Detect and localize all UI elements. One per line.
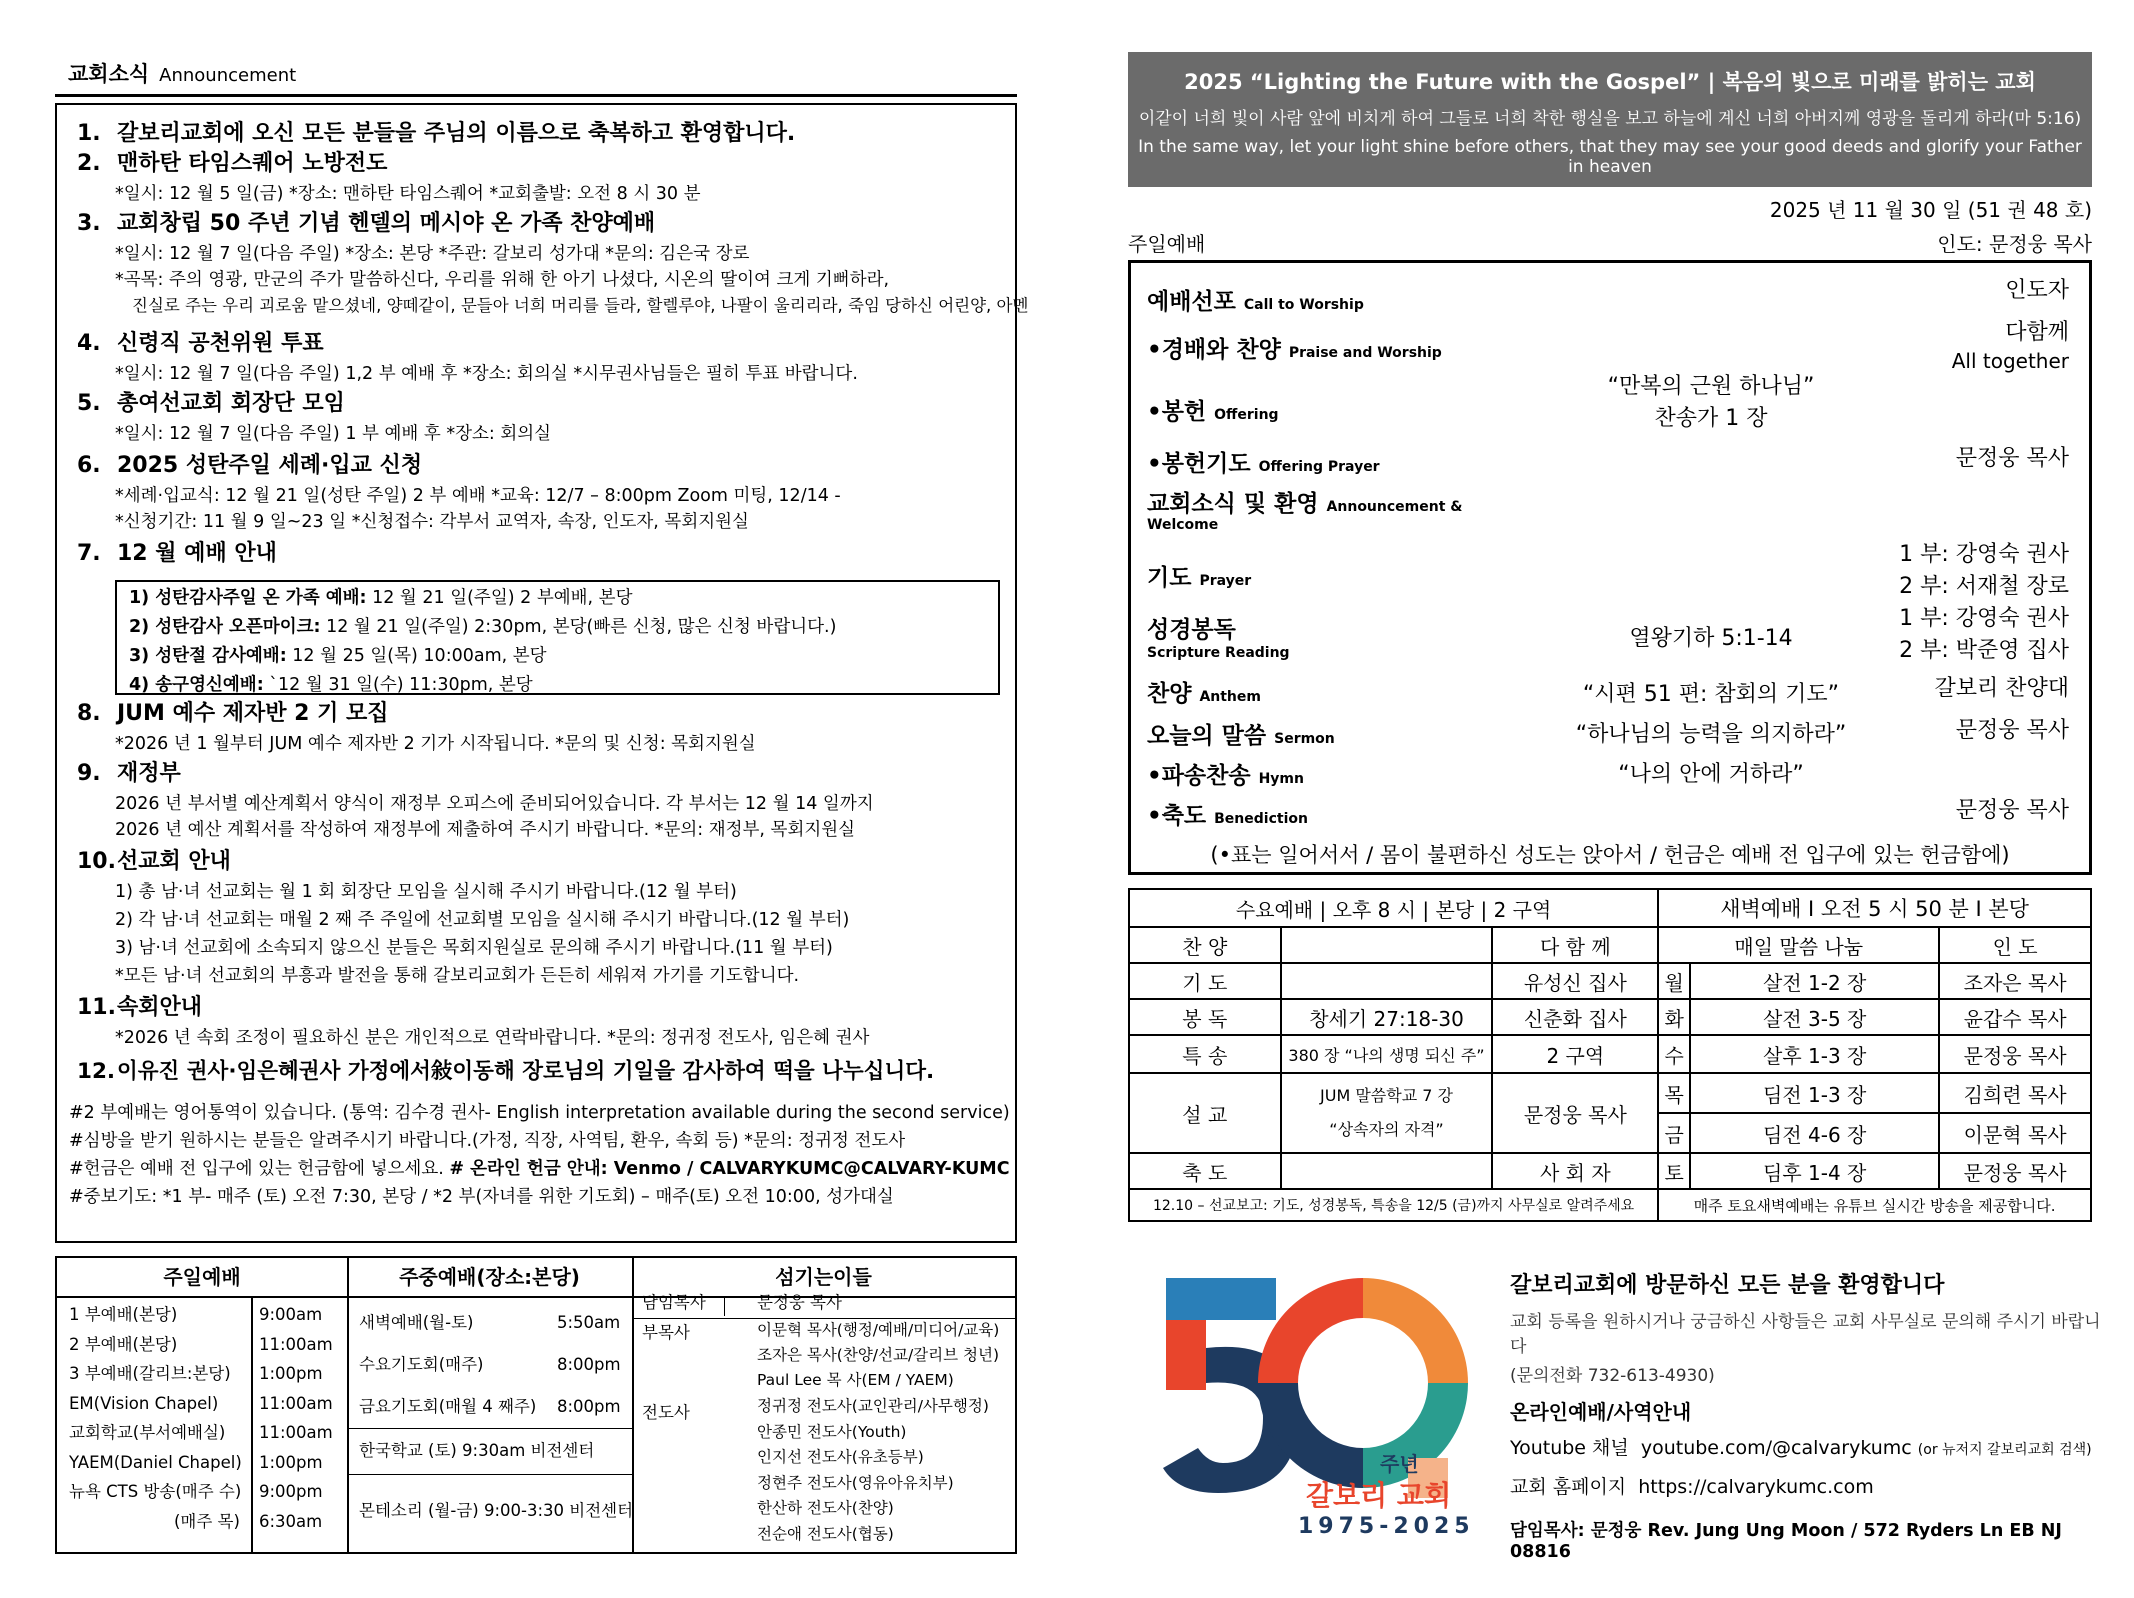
weekday-row: 금요기도회(매월 4 째주) bbox=[359, 1397, 537, 1416]
item-8: 8. JUM 예수 제자반 2 기 모집 bbox=[77, 701, 389, 726]
logo-shape bbox=[1166, 1278, 1276, 1320]
theme-verse-en: In the same way, let your light shine before others, that they may see your good deeds and glorify your Father in heaven bbox=[1138, 137, 2082, 177]
sunday-time: 11:00am bbox=[259, 1334, 333, 1354]
footnote-intercession: #중보기도: *1 부- 매주 (토) 오전 7:30, 본당 / *2 부(자녀를 위한 기도회) – 매주(토) 오전 10:00, 성가대실 bbox=[69, 1187, 894, 1207]
staff-member: 정현주 전도사(영유아유치부) bbox=[757, 1473, 954, 1492]
benediction-pastor: 문정웅 목사 bbox=[1955, 798, 2069, 823]
weekday-time: 8:00pm bbox=[557, 1397, 621, 1416]
dawn-leader: 김희련 목사 bbox=[1939, 1073, 2091, 1113]
dawn-reading: 딤전 1-3 장 bbox=[1690, 1073, 1939, 1113]
december-services-box bbox=[115, 580, 1000, 695]
korean-school: 한국학교 (토) 9:30am 비전센터 bbox=[359, 1441, 595, 1460]
dawn-day: 목 bbox=[1658, 1073, 1690, 1113]
announcement-welcome: 교회소식 및 환영 Announcement & bbox=[1147, 491, 1463, 517]
registration-text: 교회 등록을 원하시거나 궁금하신 사항들은 교회 사무실로 문의해 주시기 바랍니다 bbox=[1510, 1312, 2101, 1357]
logo-shape bbox=[1166, 1320, 1206, 1390]
sunday-row: 뉴욕 CTS 방송(매주 수) bbox=[69, 1482, 242, 1501]
associate-list bbox=[757, 1318, 999, 1393]
item-4-detail: *일시: 12 월 7 일(다음 주일) 1,2 부 예배 후 *장소: 회의실 *시무권사님들은 필히 투표 바랍니다. bbox=[115, 364, 858, 384]
sunday-row: 2 부예배(본당) bbox=[69, 1334, 178, 1354]
sermon: 오늘의 말씀 Sermon bbox=[1147, 723, 1335, 749]
order-of-worship bbox=[1128, 260, 2092, 875]
scripture-passage: 열왕기하 5:1-14 bbox=[1629, 626, 1793, 651]
fifty-logo-icon bbox=[1148, 1268, 1488, 1508]
item-10-detail-1: 1) 총 남·녀 선교회는 월 1 회 회장단 모임을 실시해 주시기 바랍니다.(12 월 부터) bbox=[115, 882, 737, 902]
announcement-header bbox=[68, 58, 296, 88]
evangelist-list bbox=[757, 1394, 989, 1547]
wed-who: 신춘화 집사 bbox=[1492, 999, 1658, 1035]
bulletin-date: 2025 년 11 월 30 일 (51 권 48 호) bbox=[1769, 198, 2092, 222]
weekday-times bbox=[557, 1302, 621, 1428]
pastor-line: 담임목사: 문정웅 Rev. Jung Ung Moon / 572 Ryders Ln EB NJ 08816 bbox=[1510, 1521, 2062, 1562]
wed-label: 축 도 bbox=[1129, 1153, 1281, 1189]
december-1: 1) 성탄감사주일 온 가족 예배: 12 월 21 일(주일) 2 부예배, 본당 bbox=[129, 588, 633, 608]
wed-content bbox=[1281, 927, 1493, 963]
wed-label: 기 도 bbox=[1129, 963, 1281, 999]
wed-label: 봉 독 bbox=[1129, 999, 1281, 1035]
item-8-detail: *2026 년 1 월부터 JUM 예수 제자반 2 기가 시작됩니다. *문의 및 신청: 목회지원실 bbox=[115, 734, 756, 754]
dawn-note: 매주 토요새벽예배는 유튜브 실시간 방송을 제공합니다. bbox=[1658, 1189, 2091, 1221]
item-10-detail-3: 3) 남·녀 선교회에 소속되지 않으신 분들은 목회지원실로 문의해 주시기 바랍니다.(11 월 부터) bbox=[115, 938, 833, 958]
anthem: 찬양 Anthem bbox=[1147, 681, 1261, 707]
dawn-day: 화 bbox=[1658, 999, 1690, 1035]
item-3: 3. 교회창립 50 주년 기념 헨델의 메시야 온 가족 찬양예배 bbox=[77, 211, 656, 236]
weekday-services-table bbox=[1128, 888, 2092, 1222]
sunday-time: 11:00am bbox=[259, 1423, 333, 1442]
wednesday-title: 수요예배 | 오후 8 시 | 본당 | 2 구역 bbox=[1129, 889, 1658, 927]
item-5: 5. 총여선교회 회장단 모임 bbox=[77, 391, 345, 416]
online-title: 온라인예배/사역안내 bbox=[1510, 1400, 1692, 1424]
sunday-row: EM(Vision Chapel) bbox=[69, 1393, 219, 1413]
wed-who: 문정웅 목사 bbox=[1492, 1073, 1658, 1153]
hymn: •파송찬송 Hymn bbox=[1147, 763, 1304, 789]
item-4: 4. 신령직 공천위원 투표 bbox=[77, 331, 324, 356]
wed-content bbox=[1281, 963, 1493, 999]
december-3: 3) 성탄절 감사예배: 12 월 25 일(목) 10:00am, 본당 bbox=[129, 646, 547, 666]
dawn-leader: 조자은 목사 bbox=[1939, 963, 2091, 999]
sermon-title: “하나님의 능력을 의지하라” bbox=[1575, 722, 1847, 747]
wednesday-note: 12.10 – 선교보고: 기도, 성경봉독, 특송을 12/5 (금)까지 사무실로 알려주세요 bbox=[1129, 1189, 1658, 1221]
worship-leader: 인도: 문정웅 목사 bbox=[1937, 232, 2092, 256]
item-6: 6. 2025 성탄주일 세례·입교 신청 bbox=[77, 453, 423, 478]
dawn-reading: 딤전 4-6 장 bbox=[1690, 1113, 1939, 1153]
theme-title: 2025 “Lighting the Future with the Gospel” | 복음의 빛으로 미래를 밝히는 교회 bbox=[1184, 70, 2036, 94]
item-10: 10.선교회 안내 bbox=[77, 849, 231, 874]
dawn-reading: 살후 1-3 장 bbox=[1690, 1035, 1939, 1073]
dawn-leader: 문정웅 목사 bbox=[1939, 1035, 2091, 1073]
dawn-header-reading: 매일 말씀 나눔 bbox=[1658, 927, 1939, 963]
church-info bbox=[1510, 1268, 2110, 1562]
sunday-row: 1 부예배(본당) bbox=[69, 1305, 178, 1324]
staff-member: 이문혁 목사(행정/예배/미디어/교육) bbox=[757, 1321, 1000, 1339]
sunday-time: 9:00am bbox=[259, 1305, 323, 1324]
wed-content: 380 장 “나의 생명 되신 주” bbox=[1281, 1035, 1493, 1073]
item-11-detail: *2026 년 속회 조정이 필요하신 분은 개인적으로 연락바랍니다. *문의: 정귀정 전도사, 임은혜 권사 bbox=[115, 1028, 870, 1048]
dawn-leader: 문정웅 목사 bbox=[1939, 1153, 2091, 1189]
staff-member: 인지선 전도사(유초등부) bbox=[757, 1448, 924, 1466]
anniversary-logo bbox=[1148, 1268, 1488, 1558]
sunday-names bbox=[69, 1300, 242, 1536]
footnote-offering: #헌금은 예배 전 입구에 있는 헌금함에 넣으세요. # 온라인 헌금 안내: Venmo / CALVARYKUMC@CALVARY-KUMC bbox=[69, 1159, 1010, 1179]
weekday-row: 수요기도회(매주) bbox=[359, 1355, 484, 1374]
december-2: 2) 성탄감사 오픈마이크: 12 월 21 일(주일) 2:30pm, 본당(빠른 신청, 많은 신청 바랍니다.) bbox=[129, 617, 837, 637]
sunday-worship-header: 주일예배 bbox=[57, 1258, 347, 1298]
dawn-title: 새벽예배 I 오전 5 시 50 분 I 본당 bbox=[1658, 889, 2091, 927]
logo-sub: 주년 bbox=[1380, 1452, 1419, 1476]
footnote-visitation: #심방을 받기 원하시는 분들은 알려주시기 바랍니다.(가정, 직장, 사역팀, 환우, 속회 등) *문의: 정귀정 전도사 bbox=[69, 1131, 906, 1151]
theme-banner bbox=[1128, 52, 2092, 187]
sunday-row: 3 부예배(갈리브:본당) bbox=[69, 1364, 231, 1383]
staff-member: 한산하 전도사(찬양) bbox=[757, 1499, 894, 1517]
divider bbox=[251, 1296, 253, 1552]
standing-note: (•표는 일어서서 / 몸이 불편하신 성도는 앉아서 / 헌금은 예배 전 입구에 있는 헌금함에) bbox=[1210, 843, 2010, 867]
youtube-line: Youtube 채널 youtube.com/@calvarykumc (or 뉴저지 갈보리교회 검색) bbox=[1510, 1437, 2092, 1459]
item-6-period: *신청기간: 11 월 9 일~23 일 *신청접수: 각부서 교역자, 속장, 인도자, 목회지원실 bbox=[115, 512, 749, 532]
item-10-detail-2: 2) 각 남·녀 선교회는 매월 2 째 주 주일에 선교회별 모임을 실시해 주시기 바랍니다.(12 월 부터) bbox=[115, 910, 850, 930]
sunday-row: YAEM(Daniel Chapel) bbox=[69, 1452, 242, 1472]
schedule-table bbox=[55, 1256, 1017, 1554]
praise-and-worship: •경배와 찬양 Praise and Worship bbox=[1147, 337, 1442, 363]
wed-who: 2 구역 bbox=[1492, 1035, 1658, 1073]
welcome-text: 갈보리교회에 방문하신 모든 분을 환영합니다 bbox=[1510, 1273, 1945, 1298]
staff-member: 정귀정 전도사(교인관리/사무행정) bbox=[757, 1397, 989, 1415]
announcement-welcome-en: Welcome bbox=[1147, 517, 1219, 533]
benediction: •축도 Benediction bbox=[1147, 803, 1308, 829]
item-3-songs: *곡목: 주의 영광, 만군의 주가 말씀하신다, 우리를 위해 한 아기 나셨다, 시온의 딸이여 크게 기뻐하라, bbox=[115, 270, 890, 290]
sunday-times bbox=[259, 1300, 333, 1536]
senior-pastor: 문정웅 목사 bbox=[757, 1293, 842, 1312]
dawn-reading: 살전 3-5 장 bbox=[1690, 999, 1939, 1035]
sunday-time: 9:00pm bbox=[259, 1482, 323, 1501]
item-2-detail: *일시: 12 월 5 일(금) *장소: 맨하탄 타임스퀘어 *교회출발: 오전 8 시 30 분 bbox=[115, 184, 701, 204]
wed-sermon-content: JUM 말씀학교 7 강 “상속자의 자격” bbox=[1281, 1073, 1493, 1153]
dawn-leader: 윤갑수 목사 bbox=[1939, 999, 2091, 1035]
item-9: 9. 재정부 bbox=[77, 761, 181, 786]
weekday-time: 8:00pm bbox=[557, 1355, 621, 1374]
sunday-worship-label: 주일예배 bbox=[1128, 232, 1206, 256]
sunday-time: 6:30am bbox=[259, 1511, 323, 1531]
dawn-header-leader: 인 도 bbox=[1939, 927, 2091, 963]
wed-label: 찬 양 bbox=[1129, 927, 1281, 963]
sunday-time: 1:00pm bbox=[259, 1452, 323, 1472]
item-6-detail: *세례·입교식: 12 월 21 일(성탄 주일) 2 부 예배 *교육: 12/7 – 8:00pm Zoom 미팅, 12/14 - bbox=[115, 486, 841, 506]
header-rule bbox=[55, 94, 1017, 97]
item-1: 1. 갈보리교회에 오신 모든 분들을 주님의 이름으로 축복하고 환영합니다. bbox=[77, 121, 796, 146]
wed-who: 사 회 자 bbox=[1492, 1153, 1658, 1189]
praise-leader: 다함께 All together bbox=[1951, 320, 2069, 373]
dawn-day: 월 bbox=[1658, 963, 1690, 999]
dawn-reading: 딤후 1-4 장 bbox=[1690, 1153, 1939, 1189]
wed-label: 설 교 bbox=[1129, 1073, 1281, 1153]
weekday-time: 5:50am bbox=[557, 1313, 621, 1332]
montessori: 몬테소리 (월-금) 9:00-3:30 비전센터 bbox=[359, 1501, 634, 1520]
offering-prayer-leader: 문정웅 목사 bbox=[1955, 446, 2069, 471]
wed-who: 유성신 집사 bbox=[1492, 963, 1658, 999]
call-to-worship: 예배선포 Call to Worship bbox=[1147, 289, 1364, 315]
homepage-link[interactable]: https://calvarykumc.com bbox=[1638, 1476, 1874, 1498]
item-5-detail: *일시: 12 월 7 일(다음 주일) 1 부 예배 후 *장소: 회의실 bbox=[115, 424, 552, 444]
theme-verse-ko: 이같이 너희 빛이 사람 앞에 비치게 하여 그들로 너희 착한 행실을 보고 하늘에 계신 너희 아버지께 영광을 돌리게 하라(마 5:16) bbox=[1138, 109, 2082, 129]
weekday-names bbox=[359, 1302, 536, 1428]
scripture-readers: 1 부: 강영숙 권사 2 부: 박준영 집사 bbox=[1899, 606, 2069, 663]
item-7: 7. 12 월 예배 안내 bbox=[77, 541, 277, 566]
sunday-time: 1:00pm bbox=[259, 1364, 323, 1383]
sunday-row: 교회학교(부서예배실) bbox=[69, 1423, 226, 1442]
weekday-worship-header: 주중예배(장소:본당) bbox=[347, 1258, 632, 1298]
logo-years: 1975-2025 bbox=[1298, 1514, 1475, 1539]
wed-label: 특 송 bbox=[1129, 1035, 1281, 1073]
offering-hymn: “만복의 근원 하나님” 찬송가 1 장 bbox=[1607, 374, 1815, 431]
scripture-reading-en: Scripture Reading bbox=[1147, 645, 1290, 661]
scripture-reading: 성경봉독 bbox=[1147, 617, 1236, 643]
associate-label: 부목사 bbox=[642, 1323, 690, 1342]
anthem-title: “시편 51 편: 참회의 기도” bbox=[1582, 682, 1840, 707]
logo-church-name: 갈보리 교회 bbox=[1306, 1479, 1451, 1512]
hymn-title: “나의 안에 거하라” bbox=[1618, 762, 1804, 787]
announcement-title: 교회소식 bbox=[68, 62, 150, 86]
call-leader: 인도자 bbox=[2005, 278, 2069, 303]
item-3-songs-cont: 진실로 주는 우리 괴로움 맡으셨네, 양떼같이, 문들아 너희 머리를 들라, 할렐루야, 나팔이 울리리라, 죽임 당하신 어린양, 아멘 bbox=[132, 296, 1029, 315]
youtube-link[interactable]: youtube.com/@calvarykumc bbox=[1640, 1437, 1912, 1459]
staff-member: 전순애 전도사(협동) bbox=[757, 1524, 894, 1543]
dawn-day: 토 bbox=[1658, 1153, 1690, 1189]
wed-who: 다 함 께 bbox=[1492, 927, 1658, 963]
staff-member: 조자은 목사(찬양/선교/갈리브 청년) bbox=[757, 1346, 1000, 1364]
item-11: 11.속회안내 bbox=[77, 995, 203, 1020]
footnote-interpretation: #2 부예배는 영어통역이 있습니다. (통역: 김수경 권사- English interpretation available during the second service) bbox=[69, 1103, 1010, 1123]
offering-prayer: •봉헌기도 Offering Prayer bbox=[1147, 451, 1380, 477]
prayer-leaders: 1 부: 강영숙 권사 2 부: 서재철 장로 bbox=[1899, 542, 2069, 599]
item-10-detail-4: *모든 남·녀 선교회의 부흥과 발전을 통해 갈보리교회가 든든히 세워져 가기를 기도합니다. bbox=[115, 966, 800, 986]
item-3-detail: *일시: 12 월 7 일(다음 주일) *장소: 본당 *주관: 갈보리 성가대 *문의: 김은국 장로 bbox=[115, 244, 750, 264]
divider bbox=[347, 1428, 632, 1429]
divider bbox=[724, 1296, 725, 1316]
sunday-time: 11:00am bbox=[259, 1393, 333, 1413]
staff-header: 섬기는이들 bbox=[632, 1258, 1015, 1298]
item-2: 2. 맨하탄 타임스퀘어 노방전도 bbox=[77, 151, 388, 176]
dawn-day: 수 bbox=[1658, 1035, 1690, 1073]
dawn-leader: 이문혁 목사 bbox=[1939, 1113, 2091, 1153]
item-9-detail-2: 2026 년 예산 계획서를 작성하여 재정부에 제출하여 주시기 바랍니다. *문의: 재정부, 목회지원실 bbox=[115, 820, 856, 840]
dawn-day: 금 bbox=[1658, 1113, 1690, 1153]
announcement-box bbox=[55, 103, 1029, 1243]
wed-content bbox=[1281, 1153, 1493, 1189]
item-9-detail-1: 2026 년 부서별 예산계획서 양식이 재정부 오피스에 준비되어있습니다. 각 부서는 12 월 14 일까지 bbox=[115, 794, 874, 814]
staff-member: 안종민 전도사(Youth) bbox=[757, 1422, 907, 1441]
offering: •봉헌 Offering bbox=[1147, 399, 1279, 425]
homepage-line: 교회 홈페이지 https://calvarykumc.com bbox=[1510, 1476, 1874, 1498]
sermon-preacher: 문정웅 목사 bbox=[1955, 718, 2069, 743]
divider bbox=[347, 1474, 632, 1475]
staff-member: Paul Lee 목 사(EM / YAEM) bbox=[757, 1371, 954, 1389]
item-12: 12.이유진 권사·임은혜권사 가정에서敍이동해 장로님의 기일을 감사하여 떡을 나누십니다. bbox=[77, 1059, 935, 1084]
sunday-row: (매주 목) bbox=[174, 1511, 240, 1531]
logo-shape bbox=[1363, 1278, 1468, 1383]
anthem-choir: 갈보리 찬양대 bbox=[1934, 676, 2069, 701]
prayer: 기도 Prayer bbox=[1147, 565, 1252, 591]
announcement-subtitle: Announcement bbox=[159, 65, 297, 86]
senior-pastor-label: 담임목사 bbox=[642, 1293, 706, 1312]
evangelist-label: 전도사 bbox=[642, 1403, 690, 1422]
phone-text: (문의전화 732-613-4930) bbox=[1510, 1366, 1715, 1386]
divider bbox=[347, 1258, 349, 1552]
wed-content: 창세기 27:18-30 bbox=[1281, 999, 1493, 1035]
december-4: 4) 송구영신예배: `12 월 31 일(수) 11:30pm, 본당 bbox=[129, 675, 533, 695]
weekday-row: 새벽예배(월-토) bbox=[359, 1313, 474, 1332]
dawn-reading: 살전 1-2 장 bbox=[1690, 963, 1939, 999]
